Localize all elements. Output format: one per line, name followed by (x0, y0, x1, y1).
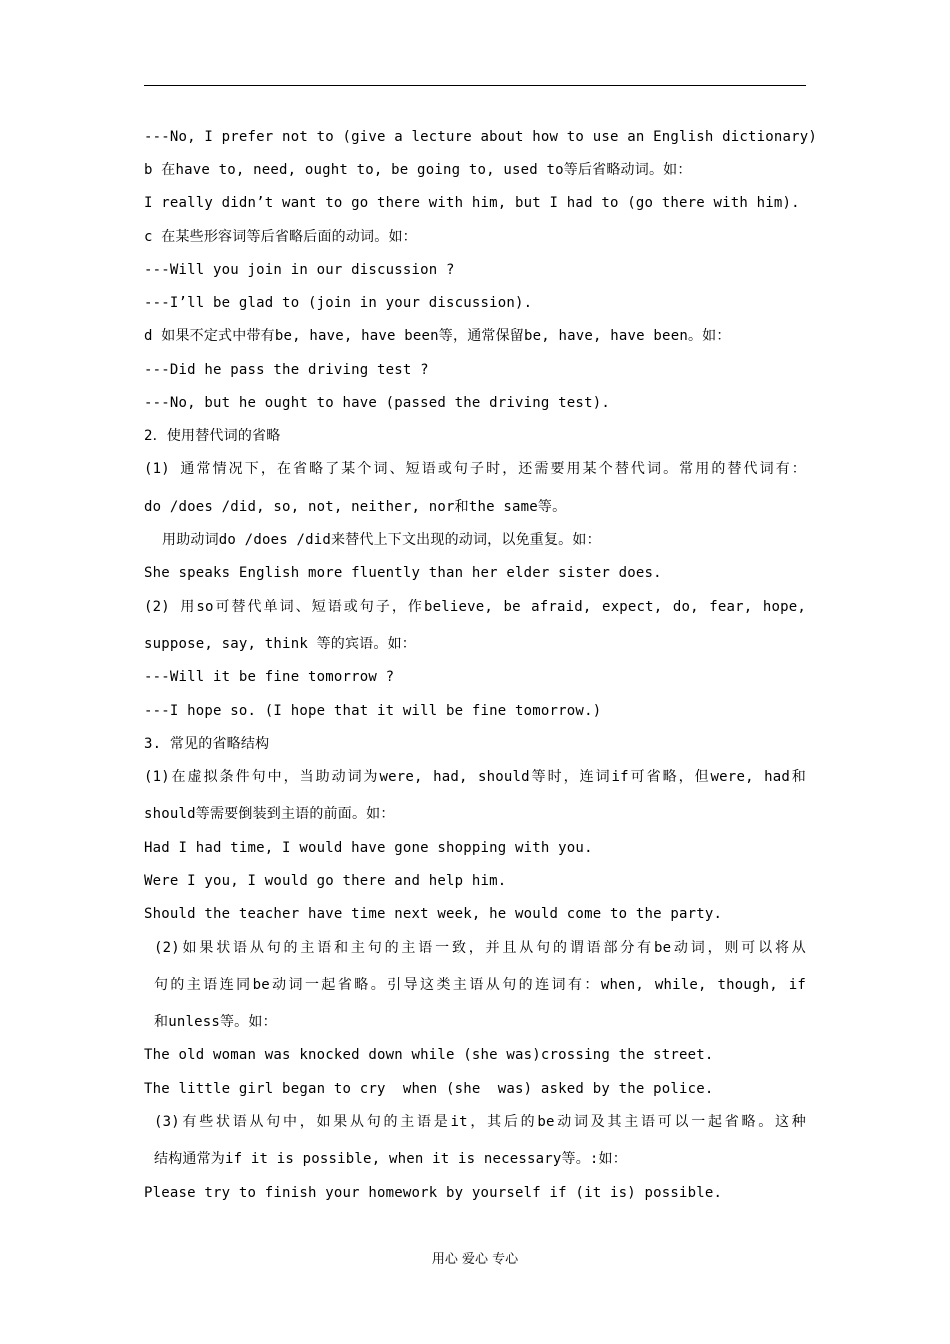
text-line: 用助动词do /does /did来替代上下文出现的动词，以免重复。如： (162, 532, 601, 548)
page-footer: 用心 爱心 专心 (431, 1252, 519, 1267)
text-line: do /does /did, so, not, neither, nor和the same等。 (144, 499, 567, 515)
text-line: 和unless等。如： (154, 1014, 277, 1030)
text-line: ---No, I prefer not to (give a lecture about how to use an English dictionary) (144, 129, 818, 145)
text-line: Please try to finish your homework by yourself if (it is) possible. (144, 1185, 723, 1201)
text-line: ---No, but he ought to have (passed the driving test). (144, 395, 610, 411)
text-line: The little girl began to cry when (she was) asked by the police. (144, 1081, 714, 1097)
text-line: ---I’ll be glad to (join in your discussion). (144, 295, 533, 311)
text-line: (2) 用so可替代单词、短语或句子，作believe, be afraid, expect, do, fear, hope, (144, 599, 806, 615)
text-line: (1) 通常情况下，在省略了某个词、短语或句子时，还需要用某个替代词。常用的替代词有： (144, 461, 806, 477)
text-line: (3)有些状语从句中，如果从句的主语是it，其后的be动词及其主语可以一起省略。这种 (154, 1114, 806, 1130)
text-line: (1)在虚拟条件句中，当助动词为were, had, should等时，连词if可省略，但were, had和 (144, 769, 806, 785)
text-line: ---Did he pass the driving test ? (144, 362, 429, 378)
text-line: She speaks English more fluently than her elder sister does. (144, 565, 662, 581)
text-line: suppose, say, think 等的宾语。如： (144, 636, 416, 652)
text-line: 结构通常为if it is possible, when it is necessary等。:如： (154, 1151, 627, 1167)
text-line: Should the teacher have time next week, he would come to the party. (144, 906, 723, 922)
text-line: ---Will it be fine tomorrow ? (144, 669, 395, 685)
text-line: Were I you, I would go there and help him. (144, 873, 507, 889)
text-line: I really didn’t want to go there with him, but I had to (go there with him). (144, 195, 800, 211)
section-heading: 3. 常见的省略结构 (144, 736, 270, 752)
text-line: The old woman was knocked down while (she was)crossing the street. (144, 1047, 714, 1063)
text-line: d 如果不定式中带有be, have, have been等，通常保留be, have, have been。如： (144, 328, 731, 344)
text-line: Had I had time, I would have gone shopping with you. (144, 840, 593, 856)
text-line: (2)如果状语从句的主语和主句的主语一致，并且从句的谓语部分有be动词，则可以将从 (154, 940, 806, 956)
header-rule (144, 85, 806, 86)
text-line: should等需要倒装到主语的前面。如： (144, 806, 395, 822)
text-line: 句的主语连同be动词一起省略。引导这类主语从句的连词有：when, while, though, if (154, 977, 806, 993)
text-line: c 在某些形容词等后省略后面的动词。如： (144, 229, 417, 245)
text-line: ---Will you join in our discussion ? (144, 262, 455, 278)
section-heading: 2．使用替代词的省略 (144, 428, 281, 444)
text-line: b 在have to, need, ought to, be going to, used to等后省略动词。如： (144, 162, 692, 178)
text-line: ---I hope so. (I hope that it will be fine tomorrow.) (144, 703, 602, 719)
